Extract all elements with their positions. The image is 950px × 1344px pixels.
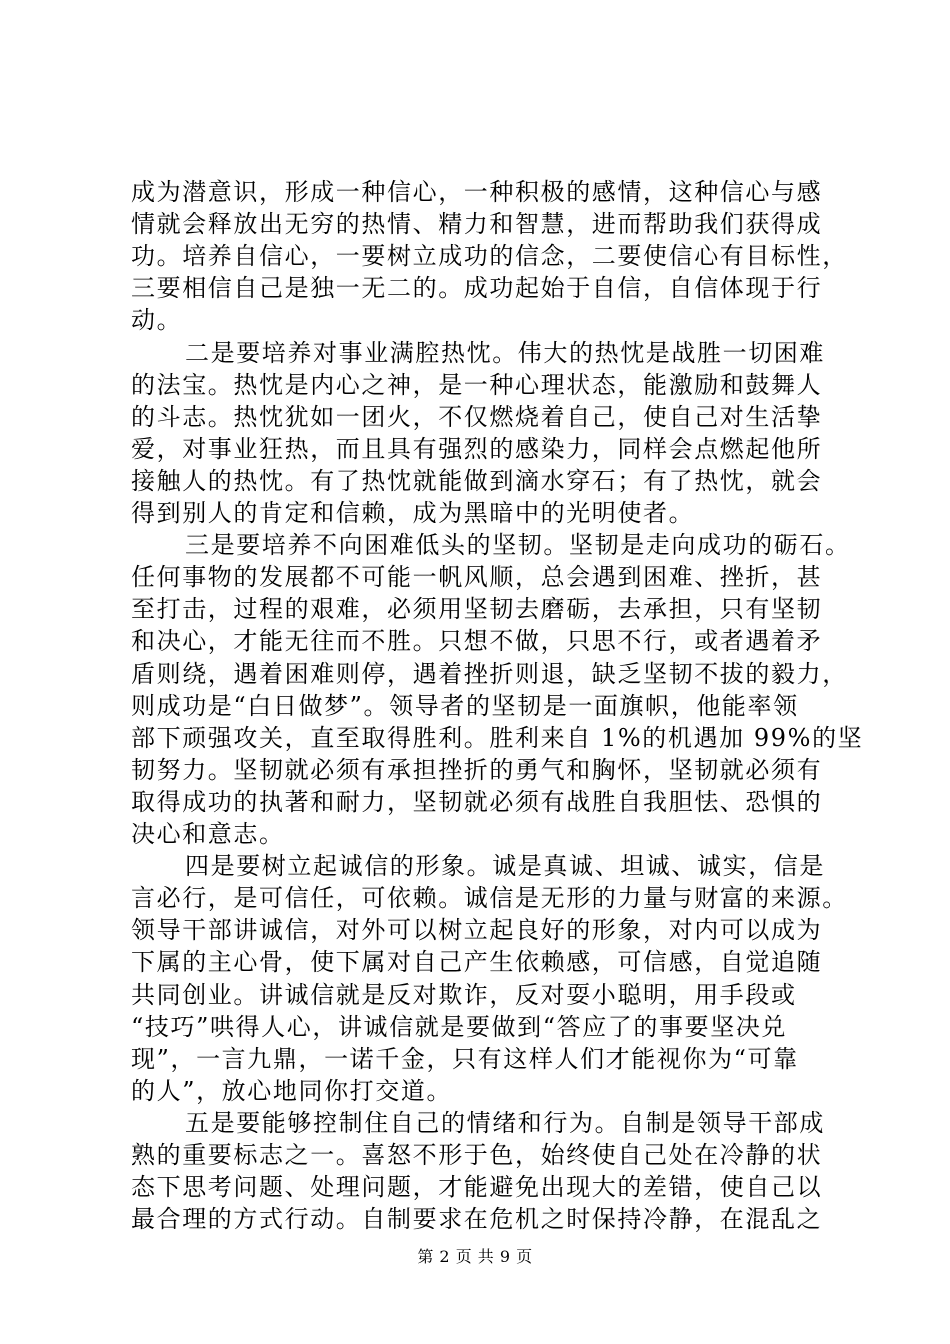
paragraph-start-line: 三是要培养不向困难低头的坚韧。坚韧是走向成功的砺石。 (185, 531, 851, 560)
text-line: 和决心，才能无往而不胜。只想不做，只思不行，或者遇着矛 (131, 627, 823, 656)
text-line: 成为潜意识，形成一种信心，一种积极的感情，这种信心与感 (131, 178, 823, 206)
text-line: 韧努力。坚韧就必须有承担挫折的勇气和胸怀，坚韧就必须有 (131, 755, 823, 784)
text-line: 决心和意志。 (131, 820, 285, 848)
text-line: 接触人的热忱。有了热忱就能做到滴水穿石；有了热忱，就会 (131, 466, 823, 495)
text-line: “技巧”哄得人心，讲诚信就是要做到“答应了的事要坚决兑 (131, 1012, 788, 1041)
text-line: 取得成功的执著和耐力，坚韧就必须有战胜自我胆怯、恐惧的 (131, 787, 823, 816)
text-line: 现”，一言九鼎，一诺千金，只有这样人们才能视你为“可靠 (131, 1044, 799, 1073)
text-line: 下属的主心骨，使下属对自己产生依赖感，可信感，自觉追随 (131, 948, 823, 977)
text-line: 态下思考问题、处理问题，才能避免出现大的差错，使自己以 (131, 1173, 823, 1202)
text-line: 功。培养自信心，一要树立成功的信念，二要使信心有目标性， (131, 242, 848, 271)
text-line: 三要相信自己是独一无二的。成功起始于自信，自信体现于行 (131, 274, 823, 303)
page-footer: 第 2 页 共 9 页 (417, 1247, 533, 1266)
paragraph-start-line: 五是要能够控制住自己的情绪和行为。自制是领导干部成 (185, 1108, 825, 1137)
text-line: 领导干部讲诚信，对外可以树立起良好的形象，对内可以成为 (131, 916, 823, 945)
text-line: 至打击，过程的艰难，必须用坚韧去磨砺，去承担，只有坚韧 (131, 595, 823, 624)
text-line: 任何事物的发展都不可能一帆风顺，总会遇到困难、挫折，甚 (131, 563, 823, 592)
text-line: 熟的重要标志之一。喜怒不形于色，始终使自己处在冷静的状 (131, 1141, 823, 1169)
text-line: 最合理的方式行动。自制要求在危机之时保持冷静，在混乱之 (131, 1205, 823, 1234)
text-line: 则成功是“白日做梦”。领导者的坚韧是一面旗帜，他能率领 (131, 691, 799, 720)
text-line: 的斗志。热忱犹如一团火，不仅燃烧着自己，使自己对生活挚 (131, 402, 823, 431)
paragraph-start-line: 四是要树立起诚信的形象。诚是真诚、坦诚、诚实，信是 (185, 852, 825, 881)
text-line: 言必行，是可信任，可依赖。诚信是无形的力量与财富的来源。 (131, 884, 848, 913)
text-line: 部下顽强攻关，直至取得胜利。胜利来自 1%的机遇加 99%的坚 (131, 723, 864, 752)
text-line: 情就会释放出无穷的热情、精力和智慧，进而帮助我们获得成 (131, 210, 823, 239)
text-line: 动。 (131, 306, 183, 335)
text-line: 的法宝。热忱是内心之神，是一种心理状态，能激励和鼓舞人 (131, 370, 823, 399)
text-line: 的人”，放心地同你打交道。 (131, 1076, 453, 1105)
paragraph-start-line: 二是要培养对事业满腔热忱。伟大的热忱是战胜一切困难 (185, 338, 825, 367)
text-line: 爱，对事业狂热，而且具有强烈的感染力，同样会点燃起他所 (131, 434, 823, 463)
text-line: 共同创业。讲诚信就是反对欺诈，反对耍小聪明，用手段或 (131, 980, 797, 1009)
text-line: 盾则绕，遇着困难则停，遇着挫折则退，缺乏坚韧不拔的毅力， (131, 659, 848, 688)
text-line: 得到别人的肯定和信赖，成为黑暗中的光明使者。 (131, 499, 695, 527)
